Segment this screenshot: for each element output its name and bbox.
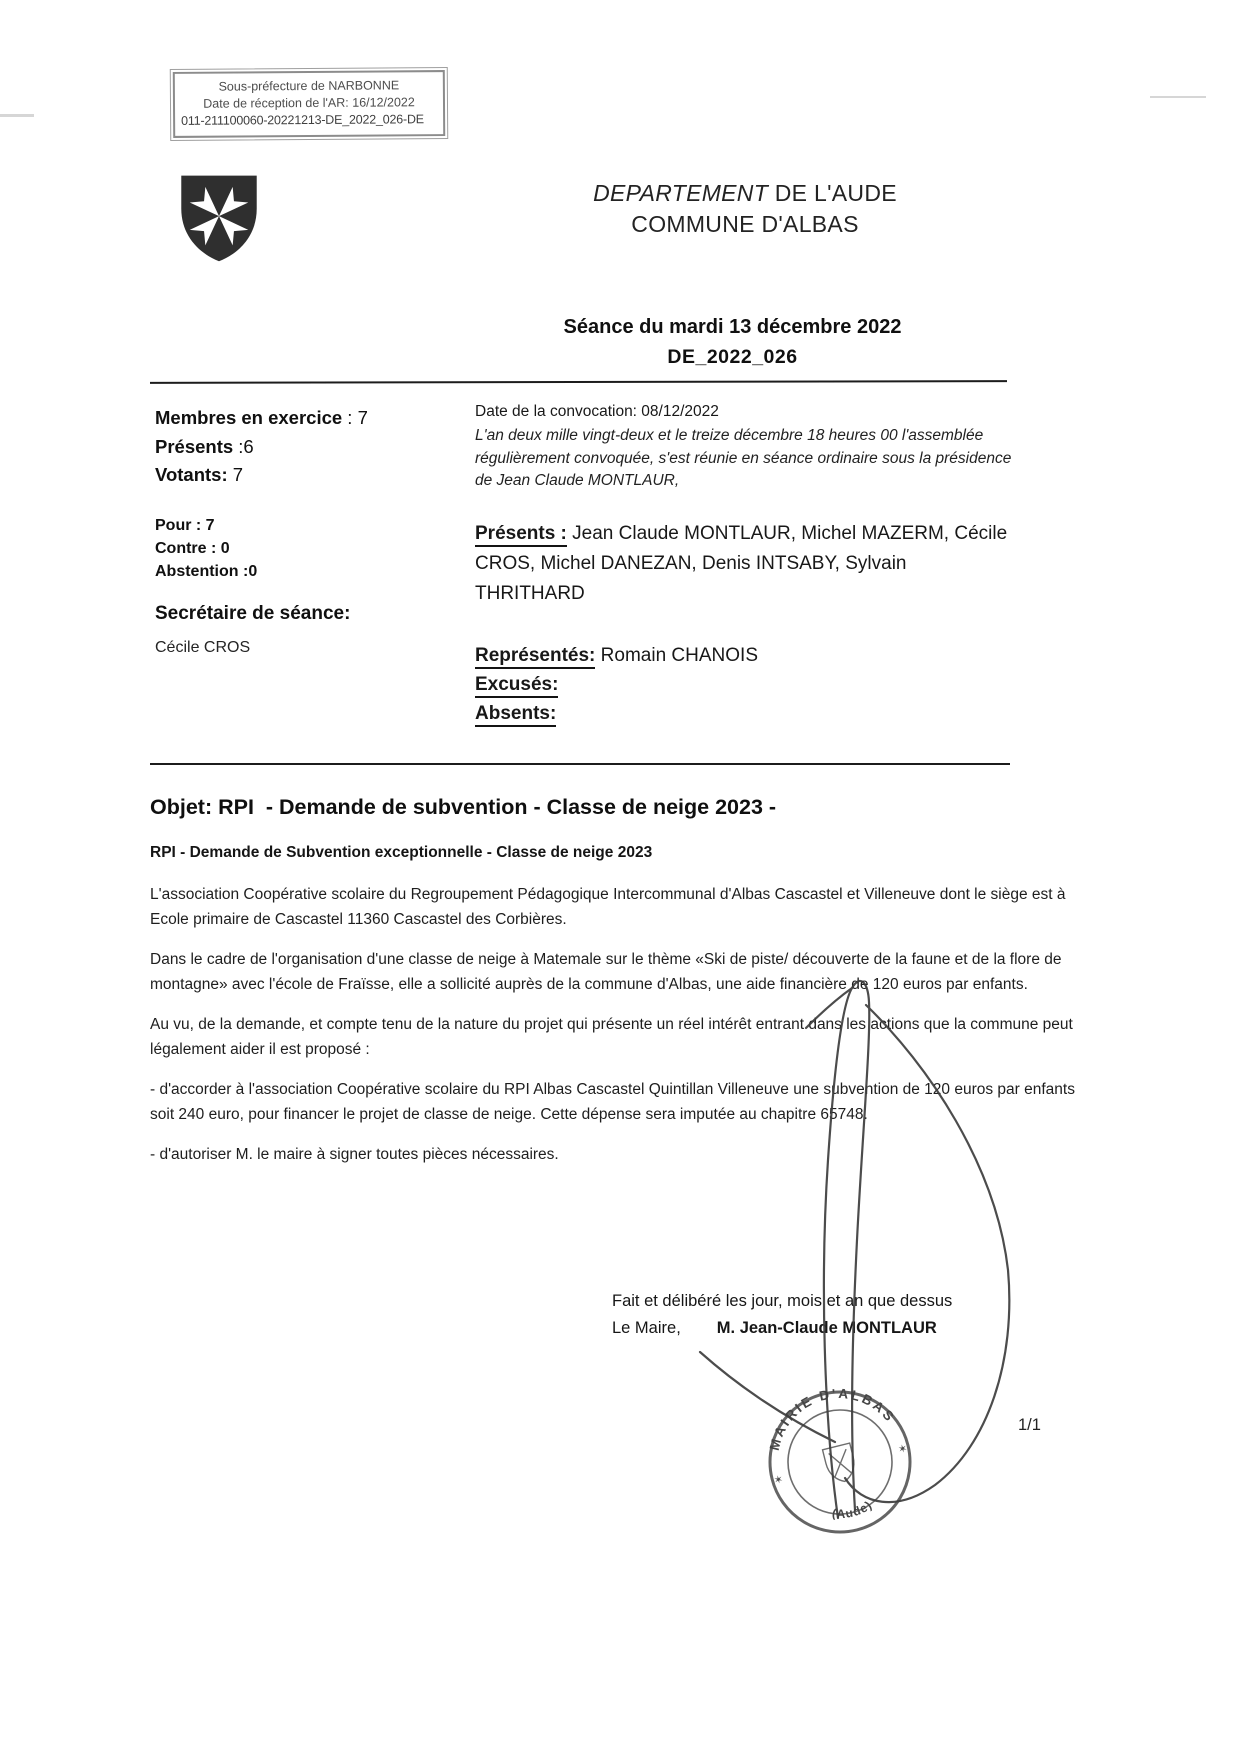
present-count: Présents :6 xyxy=(155,435,254,457)
presents-names: Jean Claude MONTLAUR, Michel MAZERM, Cécile CROS, Michel DANEZAN, Denis INTSABY, Sylvain THRITHARD xyxy=(475,522,1008,604)
reception-date: Date de réception de l'AR: 16/12/2022 xyxy=(203,95,415,111)
seal-star-left-icon: ✶ xyxy=(772,1473,785,1488)
members-count: Membres en exercice : 7 xyxy=(155,407,368,428)
vote-for: Pour : 7 xyxy=(155,516,215,534)
subject-title: Objet: RPI - Demande de subvention - Classe de neige 2023 - xyxy=(150,795,777,819)
session-title: Séance du mardi 13 décembre 2022 xyxy=(563,316,902,338)
represented-names: Romain CHANOIS xyxy=(595,644,758,666)
vote-against: Contre : 0 xyxy=(155,539,230,557)
body-paragraph: - d'accorder à l'association Coopérative scolaire du RPI Albas Cascastel Quintillan Villeneuve une subvention de 120 euros par enfants soit 240 euro, pour financer le projet de classe de neige. Cette dépense sera imputée au chapitre 65748. xyxy=(150,1081,1075,1123)
body-paragraph: - d'autoriser M. le maire à signer toutes pièces nécessaires. xyxy=(150,1146,559,1163)
absent-label: Absents: xyxy=(475,703,556,727)
voters-count: Votants: 7 xyxy=(155,464,244,485)
subject-subtitle: RPI - Demande de Subvention exceptionnelle - Classe de neige 2023 xyxy=(150,844,653,861)
municipal-seal xyxy=(754,1371,925,1547)
body-paragraph: Au vu, de la demande, et compte tenu de la nature du projet qui présente un réel intérêt entrant dans les actions que la commune peut légalement aider il est proposé : xyxy=(150,1016,1073,1058)
body-paragraph: Dans le cadre de l'organisation d'une classe de neige à Matemale sur le thème «Ski de piste/ découverte de la faune et de la flore de montagne» avec l'école de Fraïsse, elle a sollicité auprès de la commune d'Albas, une aide financière de 120 euros par enfants. xyxy=(150,951,1062,993)
commune-line: COMMUNE D'ALBAS xyxy=(631,211,859,237)
page-number: 1/1 xyxy=(1018,1416,1041,1434)
deliberation-reference: DE_2022_026 xyxy=(667,346,798,368)
department-suffix: DE L'AUDE xyxy=(768,180,897,206)
secretary-name: Cécile CROS xyxy=(155,638,251,656)
reception-office: Sous-préfecture de NARBONNE xyxy=(218,78,400,94)
closing-salutation: Le Maire, xyxy=(612,1319,681,1337)
mayor-signature xyxy=(700,981,1009,1518)
presents-label: Présents : xyxy=(475,523,567,547)
excused-label: Excusés: xyxy=(475,674,558,698)
closing-line: Fait et délibéré les jour, mois et an que dessus xyxy=(612,1292,953,1310)
vote-abstention: Abstention :0 xyxy=(155,562,258,580)
seal-bottom-text: (Aude) xyxy=(831,1497,875,1521)
secretary-label: Secrétaire de séance: xyxy=(155,602,351,624)
represented-label: Représentés: xyxy=(475,645,595,669)
body-paragraph: L'association Coopérative scolaire du Regroupement Pédagogique Intercommunal d'Albas Cascastel et Villeneuve dont le siège est à Ecole primaire de Cascastel 11360 Cascastel des Corbières. xyxy=(150,886,1066,928)
department-name: DEPARTEMENT xyxy=(593,180,769,206)
seal-top-text: MAIRIE D'ALBAS xyxy=(766,1385,899,1452)
seal-star-right-icon: ✶ xyxy=(896,1442,909,1457)
convocation-date: Date de la convocation: 08/12/2022 xyxy=(475,403,719,420)
mayor-name: M. Jean-Claude MONTLAUR xyxy=(716,1319,937,1337)
session-preamble: L'an deux mille vingt-deux et le treize décembre 18 heures 00 l'assemblée régulièrement convoquée, s'est réunie en séance ordinaire sous la présidence de Jean Claude MONTLAUR, xyxy=(475,427,1012,489)
reception-code: 011-211100060-20221213-DE_2022_026-DE xyxy=(181,112,424,128)
